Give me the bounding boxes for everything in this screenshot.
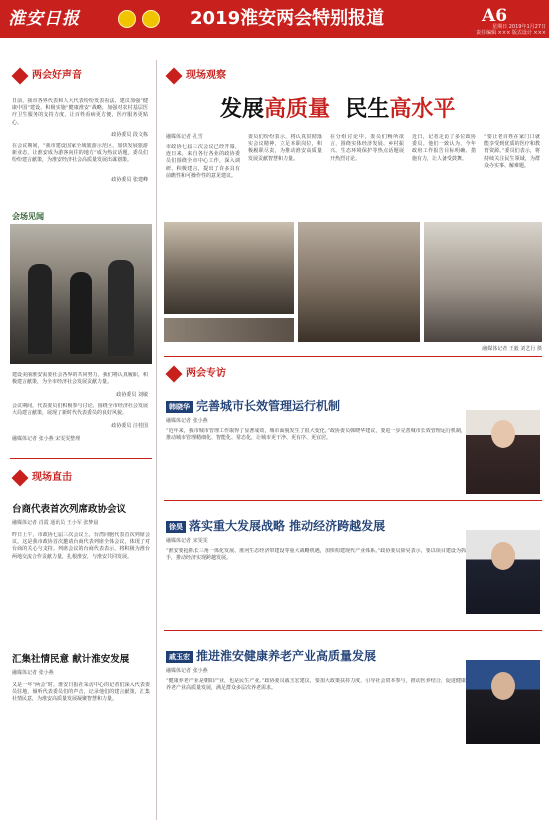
feature-photo-caption: 融媒体记者 王毅 刘艺行 摄 (482, 346, 542, 352)
interview-title: 落实重大发展战略 推动经济跨越发展 (189, 519, 386, 533)
feature-photo-3 (424, 222, 542, 342)
photo-label: 会场见闻 (12, 212, 44, 221)
interview-text-3: “健康养老产业是朝阳产业，也是民生产业。”政协委员戚玉宏建议，要加大政策扶持力度，引导社会资本参与，推动医养结合，促进健康养老产业高质量发展，满足群众多层次养老需求。 (166, 678, 466, 692)
voice-author-1: 政协委员 段文栋 (111, 132, 148, 138)
interviewee-tag: 戚玉宏 (166, 651, 193, 663)
section-label-interviews: 两会专访 (166, 366, 286, 382)
feature-text-col5: “要让老百姓在家门口就能享受到优质的医疗和教育资源。”委员们表示，将持续关注民生领域，为群众办实事、解难题。 (484, 134, 540, 169)
headline-part: 高质量 (264, 97, 331, 122)
conference-photo (10, 224, 152, 364)
photo-note-text: 建设美丽淮安需要社会各界的共同努力，我们将认真履职，积极建言献策，为全市经济社会发展贡献力量。 (12, 372, 148, 386)
interview-byline-1: 融媒体记者 张小燕 (166, 418, 208, 424)
interview-byline-3: 融媒体记者 张小燕 (166, 668, 208, 674)
feature-text-col3: 在分组讨论中，委员们畅所欲言，围绕实体经济发展、乡村振兴、生态环境保护等热点话题展开热烈讨论。 (330, 134, 404, 162)
feature-text-col1: 市政协七届三次会议已经开幕，连日来，来自各行各业的政协委员们围绕全市中心工作，深入调研、积极建言，提出了许多具有前瞻性和可操作性的意见建议。 (166, 144, 240, 179)
feature-photo-4 (164, 318, 294, 342)
divider (164, 500, 542, 501)
divider (164, 630, 542, 631)
interview-title: 完善城市长效管理运行机制 (196, 399, 341, 413)
interviewee-photo-2 (466, 530, 540, 614)
feature-headline (220, 96, 520, 124)
page-meta (442, 24, 546, 36)
column-divider (156, 60, 157, 820)
section-label-feature: 现场观察 (166, 68, 286, 84)
interview-headline-2 (166, 518, 486, 534)
headline-part: 民生 (345, 97, 390, 122)
photo-note-byline: 融媒体记者 张小燕 宋雯雯整理 (12, 436, 81, 442)
feature-byline: 融媒体记者 孔雪 (166, 134, 203, 140)
headline-part: 高水平 (389, 97, 456, 122)
headline-part: 发展 (220, 97, 265, 122)
emblem-icon (142, 10, 160, 28)
interview-headline-3 (166, 648, 486, 664)
voice-author-2: 政协委员 张建峰 (111, 177, 148, 183)
photo-note-author: 政协委员 刘敏 (116, 392, 148, 398)
section-label-news: 现场直击 (12, 470, 132, 486)
feature-photo-2 (298, 222, 420, 342)
interviewee-tag: 韩晓华 (166, 401, 193, 413)
interviewee-tag: 徐昊 (166, 521, 186, 533)
news-headline-1: 台商代表首次列席政协会议 (12, 504, 127, 515)
interview-headline-1 (166, 398, 486, 414)
newspaper-logo: 淮安日报 (8, 9, 80, 29)
interview-text-1: “近年来，我市城市管理工作取得了显著成效，城市面貌发生了很大变化。”政协委员韩晓华建议，要进一步完善城市长效管理运行机制，推动城市管理精细化、智能化、常态化，让城市更干净、更有序、更宜居。 (166, 428, 466, 442)
emblem-icon (118, 10, 136, 28)
news-text-1: 昨日上午，市政协七届三次会议上，台湾同胞代表首次列席会议。这是我市政协首次邀请台商代表列席全体会议，体现了对台商的关心与支持。列席会议的台商代表表示，将积极为淮台两地交流合作贡献力量，扎根淮安，与淮安共同发展。 (12, 532, 150, 560)
date-line: 星期日 2019年1月27日 (492, 24, 546, 30)
interviewee-photo-1 (466, 410, 540, 494)
voice-text-1: 日前，我市各界代表和人大代表纷纷发表看法，建议加强“健康中国”建设，积极实施“健康淮安”战略，加强对农村基层医疗卫生服务的支持力度，让百姓看病更方便，医疗服务更贴心。 (12, 98, 148, 126)
divider (10, 458, 152, 459)
photo-note-text-2: 会议期间，代表委员们积极参与讨论，围绕全市经济社会发展大局建言献策，展现了新时代代表委员的良好风貌。 (12, 403, 148, 417)
interview-text-2: “淮安要抢抓长三角一体化发展、淮河生态经济带建设等重大战略机遇，加快构建现代产业体系。”政协委员徐昊表示，要以项目建设为抓手，推动经济实现跨越发展。 (166, 548, 466, 562)
feature-photo-1 (164, 222, 294, 314)
voice-text-2: 在会议期间，“我市建设国家全域旅游示范区，加快发展旅游新业态，让淮安成为游客向往的地方”成为热议话题。委员们纷纷建言献策，为淮安经济社会高质量发展出谋划策。 (12, 143, 148, 164)
section-label-voices: 两会好声音 (12, 68, 132, 84)
page-title: 2019淮安两会特别报道 (190, 8, 385, 29)
photo-note-author-2: 政协委员 汪桂国 (111, 423, 148, 429)
news-byline-2: 融媒体记者 张小燕 (12, 670, 54, 676)
interview-byline-2: 融媒体记者 宋雯雯 (166, 538, 208, 544)
interview-title: 推进淮安健康养老产业高质量发展 (196, 649, 377, 663)
feature-text-col4: 近日，记者走访了多位政协委员。他们一致认为，今年政府工作报告目标明确、措施有力，让人备受鼓舞。 (412, 134, 476, 162)
news-byline-1: 融媒体记者 肖霞 通讯员 王小军 张梦晨 (12, 520, 99, 526)
news-headline-2: 汇集社情民意 献计淮安发展 (12, 654, 130, 665)
news-text-2: 又是一年“两会”时，淮安日报社采访中心的记者们深入代表委员驻地，倾听代表委员们的声音，记录他们的建言献策，汇集社情民意，为淮安高质量发展凝聚智慧和力量。 (12, 682, 150, 703)
interviewee-photo-3 (466, 660, 540, 744)
page-number: A6 (482, 6, 508, 26)
divider (164, 356, 542, 357)
editor-line: 责任编辑 ××× 版式设计 ××× (476, 30, 546, 36)
feature-text-col2: 委员们纷纷表示，将认真贯彻落实会议精神，立足本职岗位，积极履职尽责，为推动淮安高质量发展贡献智慧和力量。 (248, 134, 322, 162)
